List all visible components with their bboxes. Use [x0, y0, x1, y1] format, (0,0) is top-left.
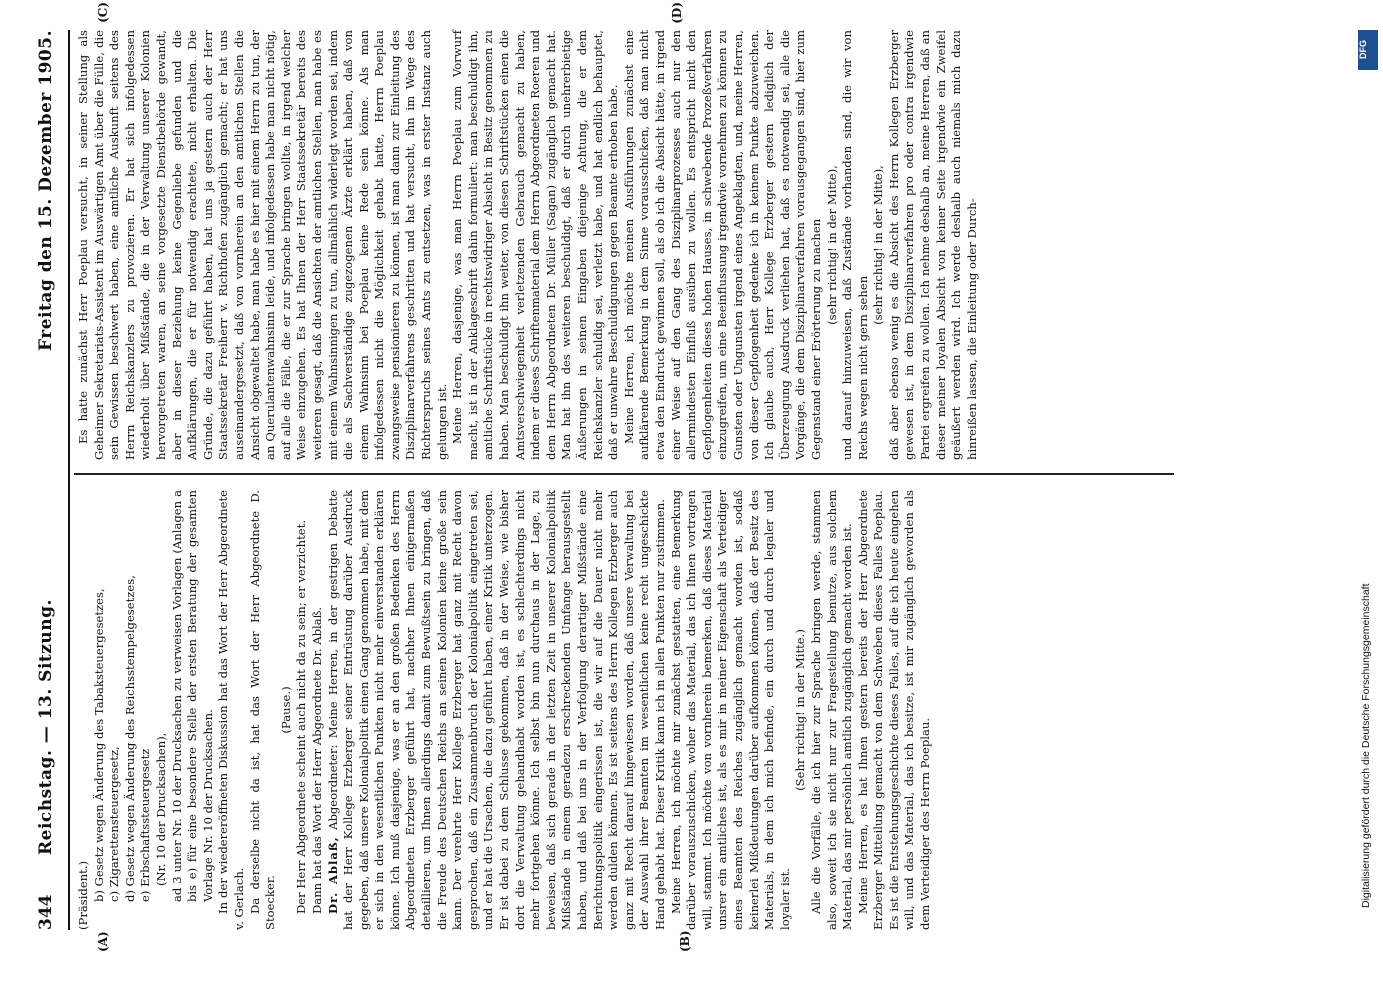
header-rule — [68, 30, 70, 930]
paragraph: Der Herr Abgeordnete scheint auch nicht da zu sein; er verzichtet. — [294, 519, 309, 914]
paragraph: Da derselbe nicht da ist, hat das Wort der Herr Abgeordnete D. Stoecker. — [247, 490, 278, 930]
stage-direction: (Pause.) — [278, 686, 293, 734]
paragraph: Alle die Vorfälle, die ich hier zur Sprache bringen werde, stammen also, soweit ich sie nicht nur zur Fragestellung benutze, aus solchem Material, das mir persönlich amtlich zugänglich gemacht worden ist. — [808, 490, 855, 930]
paragraph: Meine Herren, ich möchte meinen Ausführungen zunächst eine aufklärende Bemerkung in dem Sinne vorausschicken, daß man nicht etwa den Eindruck gewinnen soll, als ob ich die Absicht hätte, in irgend einer Weise auf den Gang des Disziplinarprozesses auch nur den allermindesten Einfluß ausüben zu wollen. Es entspricht nicht den Gepflogenheiten dieses hohen Hauses, in schwebende Prozeßverfahren einzugreifen, um eine Beeinflussung irgendwie vornehmen zu können zu Gunsten oder Ungunsten irgend eines Angeklagten, und, meine Herren, von dieser Gepflogenheit gedenke ich in keinem Punkte abzuweichen. Ich glaube auch, Herr Kollege Erzberger gestern lediglich der Überzeugung Ausdruck verliehen hat, daß es notwendig sei, alle die Vorgänge, die dem Disziplinarverfahren vorausgegangen sind, hier zum Gegenstand einer Erörterung zu machen — [621, 30, 823, 460]
speaker-role: Abgeordneter: — [325, 744, 340, 830]
speech-text: Meine Herren, in der gestrigen Debatte hat der Herr Kollege Erzberger seiner Entrüstung darüber Ausdruck gegeben, daß unsere Kolonialpolitik einen Gang genommen habe, mit dem er sich in den wesentlichen Punkten nicht mehr einverstanden erklären könne. Ich muß dasjenige, was er an den großen Bedenken des Herrn Abgeordneten Erzberger geführt hat, nachher Ihnen einigermaßen detaillieren, um Ihnen allerdings damit zum Bewußtsein zu bringen, daß die Freude des Deutschen Reichs an seinen Kolonien keine große sein kann. Der verehrte Herr Kollege Erzberger hat ganz mit Recht davon gesprochen, daß ein Zusammenbruch der Kolonialpolitik eingetreten sei, und er hat die Ursachen, die dazu geführt haben, einer Kritik unterzogen. Er ist dabei zu dem Schlusse gekommen, daß in der Weise, wie bisher dort die Verwaltung gehandhabt worden ist, es schlechterdings nicht mehr fortgehen könne. Ich selbst bin nun durchaus in der Lage, zu beweisen, daß sich gerade in der letzten Zeit in unserer Kolonialpolitik Mißstände in einem geradezu erschreckenden Umfange herausgestellt haben, und daß bei uns in der Verfolgung derartiger Mißstände eine Berichtungspolitik eingerissen ist, die wir auf die Dauer nicht mehr werden dulden können. Es ist seitens des Herrn Kollegen Erzberger auch ganz mit Recht darauf hingewiesen worden, daß unsere Verwaltung bei der Auswahl ihrer Beamten im wesentlichen keine recht ungeschickte Hand gehabt hat. Dieser Kritik kann ich in allen Punkten nur zustimmen. — [325, 489, 667, 930]
header-right-title: Freitag den 15. Dezember 1905. — [36, 30, 56, 351]
document-page — [30, 2, 1320, 952]
paragraph: Meine Herren, es hat Ihnen gestern bereits der Herr Abgeordnete Erzberger Mitteilung gemacht von dem Schweben dieses Falles Poeplau. Es ist die Entstehungsgeschichte dieses Falles, auf die ich heute eingehen will, und das Material, das ich besitze, ist mir zugänglich geworden als dem Verteidiger des Herrn Poeplau. — [855, 490, 933, 930]
speaker-name: Dr. Ablaß, — [325, 836, 340, 914]
dfg-credit-text: Digitalisierung gefördert durch die Deutsche Forschungsgemeinschaft — [1360, 583, 1372, 908]
right-column — [76, 30, 980, 460]
stage-direction: (sehr richtig! in der Mitte), — [824, 165, 839, 325]
stage-direction: (sehr richtig! in der Mitte), — [871, 165, 886, 325]
list-item: c) Zigarettensteuergesetz, — [107, 746, 122, 902]
paragraph: und darauf hinzuweisen, daß Zustände vorhanden sind, die wir von Reichs wegen nicht gern sehen — [840, 30, 870, 460]
left-column — [76, 490, 934, 930]
paragraph: Meine Herren, ich möchte mir zunächst gestatten, eine Bemerkung darüber vorauszuschicken, woher das Material, das ich Ihnen vortragen will, stammt. Ich möchte von vornherein bemerken, daß dieses Material unsrer ein amtliches ist, als es mir in meiner Eigenschaft als Verteidiger eines Beamten des Reiches zugänglich gemacht worden ist, sodaß keinerlei Mißdeutungen darüber aufkommen können, daß der Besitz des Materials, in dem ich mich befinde, ein durch und durch legaler und loyaler ist. — [668, 490, 792, 930]
margin-mark-a: (A) — [96, 931, 110, 952]
speech-paragraph — [326, 490, 669, 930]
column-divider — [74, 474, 1174, 476]
speaker-tag: (Präsident.) — [76, 860, 90, 930]
page-number: 344 — [36, 894, 56, 930]
list-item: e) Erbschaftssteuergesetz — [138, 748, 153, 902]
header-left-title: Reichstag. — 13. Sitzung. — [36, 599, 56, 855]
list-item: ad 3 unter Nr. 10 der Drucksachen zu verweisen Vorlagen (Anlagen a bis e) für eine besondere Stelle der ersten Beratung der gesamten Vorlage Nr. 10 der Drucksachen. — [169, 490, 215, 902]
margin-mark-c: (C) — [96, 2, 110, 23]
paragraph: In der wiedereröffneten Diskussion hat das Wort der Herr Abgeordnete v. Gerlach. — [216, 490, 246, 930]
paragraph: Meine Herren, dasjenige, was man Herrn Poeplau zum Vorwurf macht, ist in der Anklageschrift dahin formuliert: man beschuldigt ihn, amtliche Schriftstücke in rechtswidriger Absicht in Besitz genommen zu haben. Man beschuldigt ihn weiter, von diesen Schriftstücken einen die Amtsverschwiegenheit verletzenden Gebrauch gemacht zu haben, indem er dieses Schriftenmaterial dem Herrn Abgeordneten Roeren und dem Herrn Abgeordneten Dr. Müller (Sagan) zugänglich gemacht hat. Man hat ihn des weiteren beschuldigt, daß er durch unehrerbietige Äußerungen in seinen Eingaben diejenige Achtung, die er dem Reichskanzler schuldig sei, verletzt habe, und hat endlich behauptet, daß er unwahre Beschuldigungen gegen Beamte erhoben habe. — [450, 30, 621, 460]
margin-mark-b: (B) — [678, 930, 692, 952]
paragraph: daß aber ebenso wenig es die Absicht des Herrn Kollegen Erzberger gewesen ist, in dem Disziplinarverfahren pro oder contra irgendwie Partei ergreifen zu wollen. Ich nehme deshalb an, meine Herren, daß an dieser meiner loyalen Absicht von keiner Seite irgendwie ein Zweifel geäußert werden wird. Ich werde deshalb auch niemals mich dazu hinreißen lassen, die Einleitung oder Durch- — [886, 30, 979, 460]
dfg-logo: DFG — [1358, 30, 1378, 70]
stage-direction: (Sehr richtig! in der Mitte.) — [793, 629, 808, 791]
margin-mark-d: (D) — [670, 2, 684, 24]
list-item: b) Gesetz wegen Änderung des Tabaksteuergesetzes, — [91, 588, 106, 902]
dfg-credit-strip — [1356, 30, 1380, 910]
list-item: (Nr. 10 der Drucksachen), — [153, 732, 168, 886]
paragraph: Es hatte zunächst Herr Poeplau versucht, in seiner Stellung als Geheimer Sekretariats-Assistent im Auswärtigen Amt über die Fülle, die sein Gewissen beschwert haben, eine amtliche Auskunft seitens des Herrn Reichskanzlers zu provozieren. Er hat sich infolgedessen wiederholt über Mißstände, die in der Verwaltung unserer Kolonien hervorgetreten waren, an seine vorgesetzte Dienstbehörde gewandt, aber in dieser Beziehung keine Gegenliebe gefunden und die Aufklärungen, die er für notwendig erachtete, nicht erhalten. Die Gründe, die dazu geführt haben, hat uns ja gestern auch der Herr Staatssekretär Freiherr v. Richthofen zugänglich gemacht; er hat uns auseinandergesetzt, daß von vornherein an den amtlichen Stellen die Ansicht obgewaltet habe, man habe es hier mit einem Herrn zu tun, der an Querulantenwahnsinn leide, und infolgedessen habe man nicht nötig, auf alle die Fälle, die er zur Sprache bringen wollte, in irgend welcher Weise einzugehen. Es hat Ihnen der Herr Staatssekretär bereits des weiteren gesagt, daß die Ansichten der amtlichen Stellen, man habe es mit einem Wahnsinnigen zu tun, allmählich widerlegt worden sei, indem die als Sachverständige zugezogenen Ärzte erklärt haben, daß von einem Wahnsinn bei Poeplau keine Rede sein könne. Als man infolgedessen nicht die Möglichkeit gehabt hatte, Herrn Poeplau zwangsweise pensionieren zu können, ist man dann zur Einleitung des Disziplinarverfahrens geschritten und hat versucht, ihn im Wege des Richterspruchs seines Amts zu entsetzen, was in erster Instanz auch gelungen ist. — [76, 30, 449, 460]
list-item: d) Gesetz wegen Änderung des Reichsstempelgesetzes, — [122, 575, 137, 902]
paragraph: Dann hat das Wort der Herr Abgeordnete Dr. Ablaß. — [309, 606, 324, 914]
